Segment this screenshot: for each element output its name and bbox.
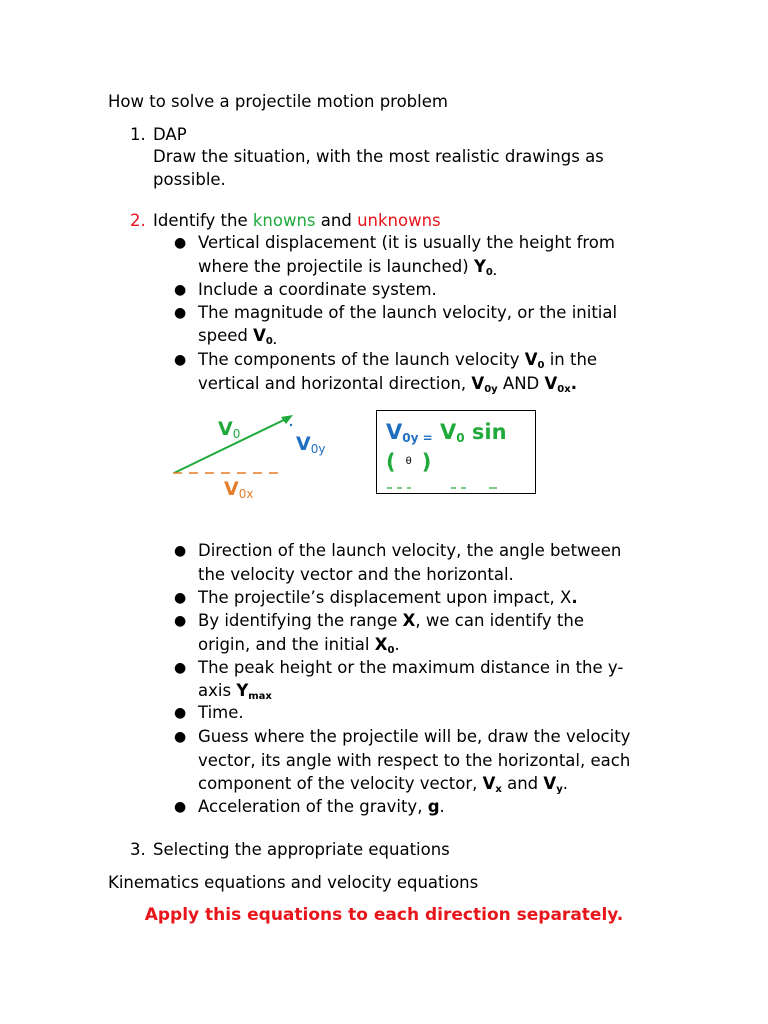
b4-text-a: The components of the launch velocity	[198, 350, 525, 369]
v0y-sub: 0y	[310, 442, 326, 456]
bullet-dot: ●	[174, 799, 187, 815]
y0-symbol: Y	[473, 257, 486, 276]
bullet-vertical-displacement-line1: Vertical displacement (it is usually the height from	[198, 233, 615, 252]
bullet-magnitude-line2	[198, 326, 277, 352]
formula-rhs: V	[439, 420, 457, 444]
b4-end: .	[570, 374, 577, 393]
step-1-number: 1.	[130, 125, 146, 144]
v0-label	[218, 419, 240, 444]
c2-end: .	[571, 588, 578, 607]
y0-subscript: 0.	[485, 267, 497, 278]
v0x-sub: 0x	[238, 487, 254, 501]
c3-end: .	[394, 635, 400, 654]
bullet-guess-line1: Guess where the projectile will be, draw the velocity	[198, 727, 631, 746]
vx-symbol: V	[482, 774, 496, 793]
formula-box	[376, 410, 536, 494]
v0y-letter: V	[296, 433, 311, 455]
step-2-heading	[153, 211, 441, 231]
c7-end: .	[439, 797, 445, 816]
step-3-number: 3.	[130, 840, 146, 859]
v0-symbol: V	[524, 350, 538, 369]
step-1-label: DAP	[153, 125, 187, 144]
formula-rhs-sub: 0	[456, 431, 465, 445]
bullet-displacement	[198, 588, 578, 608]
g-symbol: g	[427, 797, 440, 816]
bullet-direction-line2: the velocity vector and the horizontal.	[198, 565, 514, 584]
knowns-label: knowns	[252, 211, 316, 230]
b1-text: where the projectile is launched)	[198, 257, 474, 276]
v0y-label	[296, 434, 325, 459]
b4-and: AND	[497, 374, 545, 393]
formula-line1	[386, 419, 507, 451]
c2-text: The projectile’s displacement upon impact, X	[198, 588, 572, 607]
bullet-components-line2	[198, 374, 577, 400]
v0-symbol: V	[253, 326, 266, 345]
v0-letter: V	[218, 418, 233, 440]
c7-text: Acceleration of the gravity,	[198, 797, 428, 816]
formula-line2	[386, 449, 431, 475]
velocity-vector-diagram	[165, 405, 305, 485]
page-title: How to solve a projectile motion problem	[108, 92, 448, 111]
bullet-dot: ●	[174, 660, 187, 676]
apply-note: Apply this equations to each direction separately.	[144, 905, 624, 925]
c6-text: component of the velocity vector,	[198, 774, 483, 793]
bullet-direction-line1: Direction of the launch velocity, the angle between	[198, 541, 622, 560]
c6-end: .	[562, 774, 568, 793]
step-2-number: 2.	[130, 211, 146, 230]
step-3-text: Selecting the appropriate equations	[153, 840, 450, 859]
c3-text-a: By identifying the range	[198, 611, 403, 630]
bullet-dot: ●	[174, 590, 187, 606]
v0-sub: 0	[232, 427, 241, 441]
bullet-guess-line2: vector, its angle with respect to the horizontal, each	[198, 751, 631, 770]
bullet-time: Time.	[198, 703, 244, 722]
bullet-dot: ●	[174, 729, 187, 745]
b4-text-b: in the	[544, 350, 598, 369]
vy-subscript: y	[556, 784, 563, 795]
bullet-dot: ●	[174, 543, 187, 559]
step-2-prefix: Identify the	[153, 211, 253, 230]
c3-text-c: origin, and the initial	[198, 635, 375, 654]
bullet-coordinate-system: Include a coordinate system.	[198, 280, 437, 299]
ymax-subscript: max	[248, 691, 272, 702]
bullet-dot: ●	[174, 282, 187, 298]
step-1-text-line2: possible.	[153, 170, 226, 189]
vy-symbol: V	[543, 774, 557, 793]
ymax-symbol: Y	[236, 681, 249, 700]
b3-text: speed	[198, 326, 254, 345]
c3-text-b: , we can identify the	[415, 611, 584, 630]
bullet-peak-line1: The peak height or the maximum distance in the y-	[198, 658, 624, 677]
v0y-subscript: 0y	[484, 384, 498, 395]
bullet-components-line1	[198, 350, 597, 376]
bullet-dot: ●	[174, 235, 187, 251]
formula-sin: sin	[464, 420, 507, 444]
bullet-dot: ●	[174, 305, 187, 321]
bullet-dot: ●	[174, 352, 187, 368]
paren-open: (	[386, 450, 396, 474]
unknowns-label: unknowns	[357, 211, 441, 230]
formula-dashes	[385, 485, 525, 491]
x-symbol: X	[402, 611, 416, 630]
paren-close: )	[421, 450, 432, 474]
kinematics-text: Kinematics equations and velocity equations	[108, 873, 479, 892]
bullet-dot: ●	[174, 613, 187, 629]
v0y-symbol: V	[471, 374, 485, 393]
v0x-symbol: V	[544, 374, 558, 393]
x0-symbol: X	[374, 635, 388, 654]
bullet-dot: ●	[174, 705, 187, 721]
bullet-range-line1	[198, 611, 584, 631]
v0x-label	[224, 479, 253, 504]
formula-lhs-sub: 0y =	[402, 431, 433, 445]
step-1-text-line1: Draw the situation, with the most realistic drawings as	[153, 147, 604, 166]
bullet-gravity	[198, 797, 445, 817]
v0y-dot	[290, 424, 292, 426]
formula-lhs: V	[386, 420, 403, 444]
v0-subscript: 0.	[265, 336, 277, 347]
theta-symbol: θ	[405, 456, 412, 467]
b4-text-c: vertical and horizontal direction,	[198, 374, 472, 393]
and-label: and	[315, 211, 358, 230]
c6-and: and	[501, 774, 544, 793]
v0-subscript: 0	[537, 360, 545, 371]
vx-subscript: x	[495, 784, 502, 795]
c4-text: axis	[198, 681, 237, 700]
x0-subscript: 0	[387, 645, 395, 656]
v0x-subscript: 0x	[557, 384, 571, 395]
v0-arrowhead-icon	[281, 415, 293, 424]
v0x-letter: V	[224, 478, 239, 500]
bullet-magnitude-line1: The magnitude of the launch velocity, or the initial	[198, 303, 618, 322]
